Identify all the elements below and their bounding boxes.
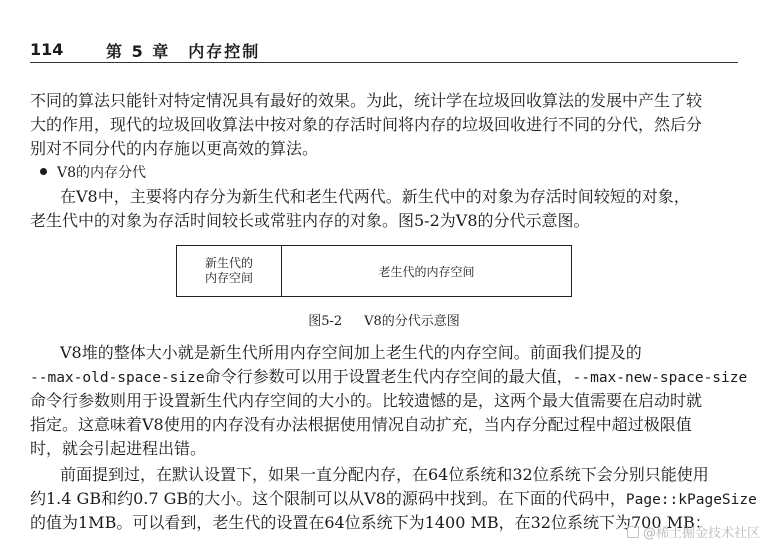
caption-text: V8的分代示意图 [364, 314, 460, 329]
code-max-new-space: --max-new-space-size [572, 370, 748, 386]
old-space-cell: 老生代的内存空间 [378, 264, 475, 279]
watermark-text: @稀土掘金技术社区 [642, 526, 760, 541]
para3-line4: 指定。这意味着V8使用的内存没有办法根据使用情况自动扩充，当内存分配过程中超过极限值 [30, 415, 692, 434]
watermark [627, 522, 760, 541]
para3-line1: V8堆的整体大小就是新生代所用内存空间加上老生代的内存空间。前面我们提及的 [60, 343, 642, 362]
para3-line2 [30, 366, 748, 389]
header-rule [30, 62, 738, 63]
para1-line2: 大的作用，现代的垃圾回收算法中按对象的存活时间将内存的垃圾回收进行不同的分代，然后分 [30, 115, 703, 134]
code-max-old-space: --max-old-space-size [30, 370, 205, 386]
page-header [30, 36, 738, 60]
para3-line5: 时，就会引起进程出错。 [30, 439, 207, 458]
code-page-size: Page::kPageSize [625, 492, 757, 508]
page-number: 114 [30, 40, 64, 59]
para2-line2: 老生代中的对象为存活时间较长或常驻内存的对象。图5-2为V8的分代示意图。 [30, 211, 590, 230]
para4-line3: 的值为1MB。可以看到，老生代的设置在64位系统下为1400 MB，在32位系统下为700 MB： [30, 513, 711, 532]
bullet-text: V8的内存分代 [57, 165, 147, 181]
generation-diagram [176, 245, 572, 297]
para4-line2-text: 约1.4 GB和约0.7 GB的大小。这个限制可以从V8的源码中找到。在下面的代码中， [30, 489, 626, 508]
bullet-dot-icon [40, 168, 47, 175]
juejin-logo-icon [627, 526, 639, 538]
new-space-cell [177, 246, 282, 296]
para2-line1: 在V8中，主要将内存分为新生代和老生代两代。新生代中的对象为存活时间较短的对象， [60, 187, 690, 206]
new-space-label-1: 新生代的 [204, 256, 253, 270]
caption-number: 图5-2 [308, 314, 343, 329]
para4-line2 [30, 488, 757, 511]
para3-line2-text: 命令行参数可以用于设置老生代内存空间的最大值， [204, 367, 573, 386]
para4-line1: 前面提到过，在默认设置下，如果一直分配内存，在64位系统和32位系统下会分别只能使用 [60, 465, 709, 484]
bullet-heading [40, 162, 146, 182]
para1-line1: 不同的算法只能针对特定情况具有最好的效果。为此，统计学在垃圾回收算法的发展中产生了较 [30, 91, 703, 110]
para3-line3: 命令行参数则用于设置新生代内存空间的大小的。比较遗憾的是，这两个最大值需要在启动时就 [30, 391, 703, 410]
chapter-title: 第 5 章 内存控制 [106, 42, 261, 61]
para1-line3: 别对不同分代的内存施以更高效的算法。 [30, 139, 319, 158]
new-space-label-2: 内存空间 [204, 271, 253, 285]
figure-caption [0, 310, 768, 329]
